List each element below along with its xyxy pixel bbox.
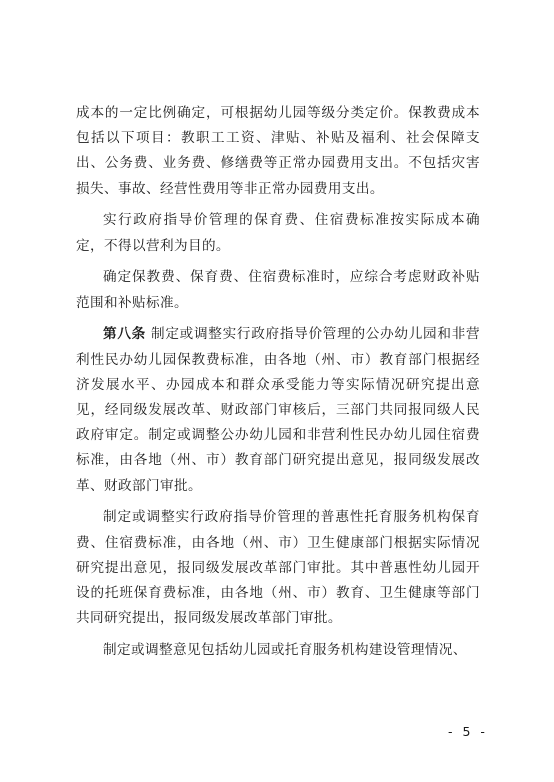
paragraph-1	[76, 101, 480, 202]
paragraph-2-text: 实行政府指导价管理的保育费、住宿费标准按实际成本确定，不得以营利为目的。	[76, 212, 480, 254]
paragraph-4-text: 制定或调整实行政府指导价管理的公办幼儿园和非营利性民办幼儿园保教费标准，由各地（州、市）教育部门根据经济发展水平、办园成本和群众承受能力等实际情况研究提出意见，经同级发展改革、财政部门审核后，三部门共同报同级人民政府审定。制定或调整公办幼儿园和非营利性民办幼儿园住宿费标准，由各地（州、市）教育部门研究提出意见，报同级发展改革、财政部门审批。	[76, 326, 480, 494]
article-heading: 第八条	[103, 326, 146, 343]
paragraph-2	[76, 208, 480, 258]
paragraph-6	[76, 638, 480, 663]
paragraph-1-text: 成本的一定比例确定，可根据幼儿园等级分类定价。保教费成本包括以下项目：教职工工资、津贴、补贴及福利、社会保障支出、公务费、业务费、修缮费等正常办园费用支出。不包括灾害损失、事故、经营性费用等非正常办园费用支出。	[76, 105, 480, 197]
paragraph-6-text: 制定或调整意见包括幼儿园或托育服务机构建设管理情况、	[103, 642, 467, 659]
body-text	[76, 101, 480, 670]
page-number: - 5 -	[448, 724, 488, 739]
paragraph-4	[76, 322, 480, 498]
paragraph-5	[76, 505, 480, 631]
paragraph-3	[76, 265, 480, 315]
paragraph-5-text: 制定或调整实行政府指导价管理的普惠性托育服务机构保育费、住宿费标准，由各地（州、市）卫生健康部门根据实际情况研究提出意见，报同级发展改革部门审批。其中普惠性幼儿园开设的托班保育费标准，由各地（州、市）教育、卫生健康等部门共同研究提出，报同级发展改革部门审批。	[76, 509, 480, 627]
paragraph-3-text: 确定保教费、保育费、住宿费标准时，应综合考虑财政补贴范围和补贴标准。	[76, 269, 480, 311]
